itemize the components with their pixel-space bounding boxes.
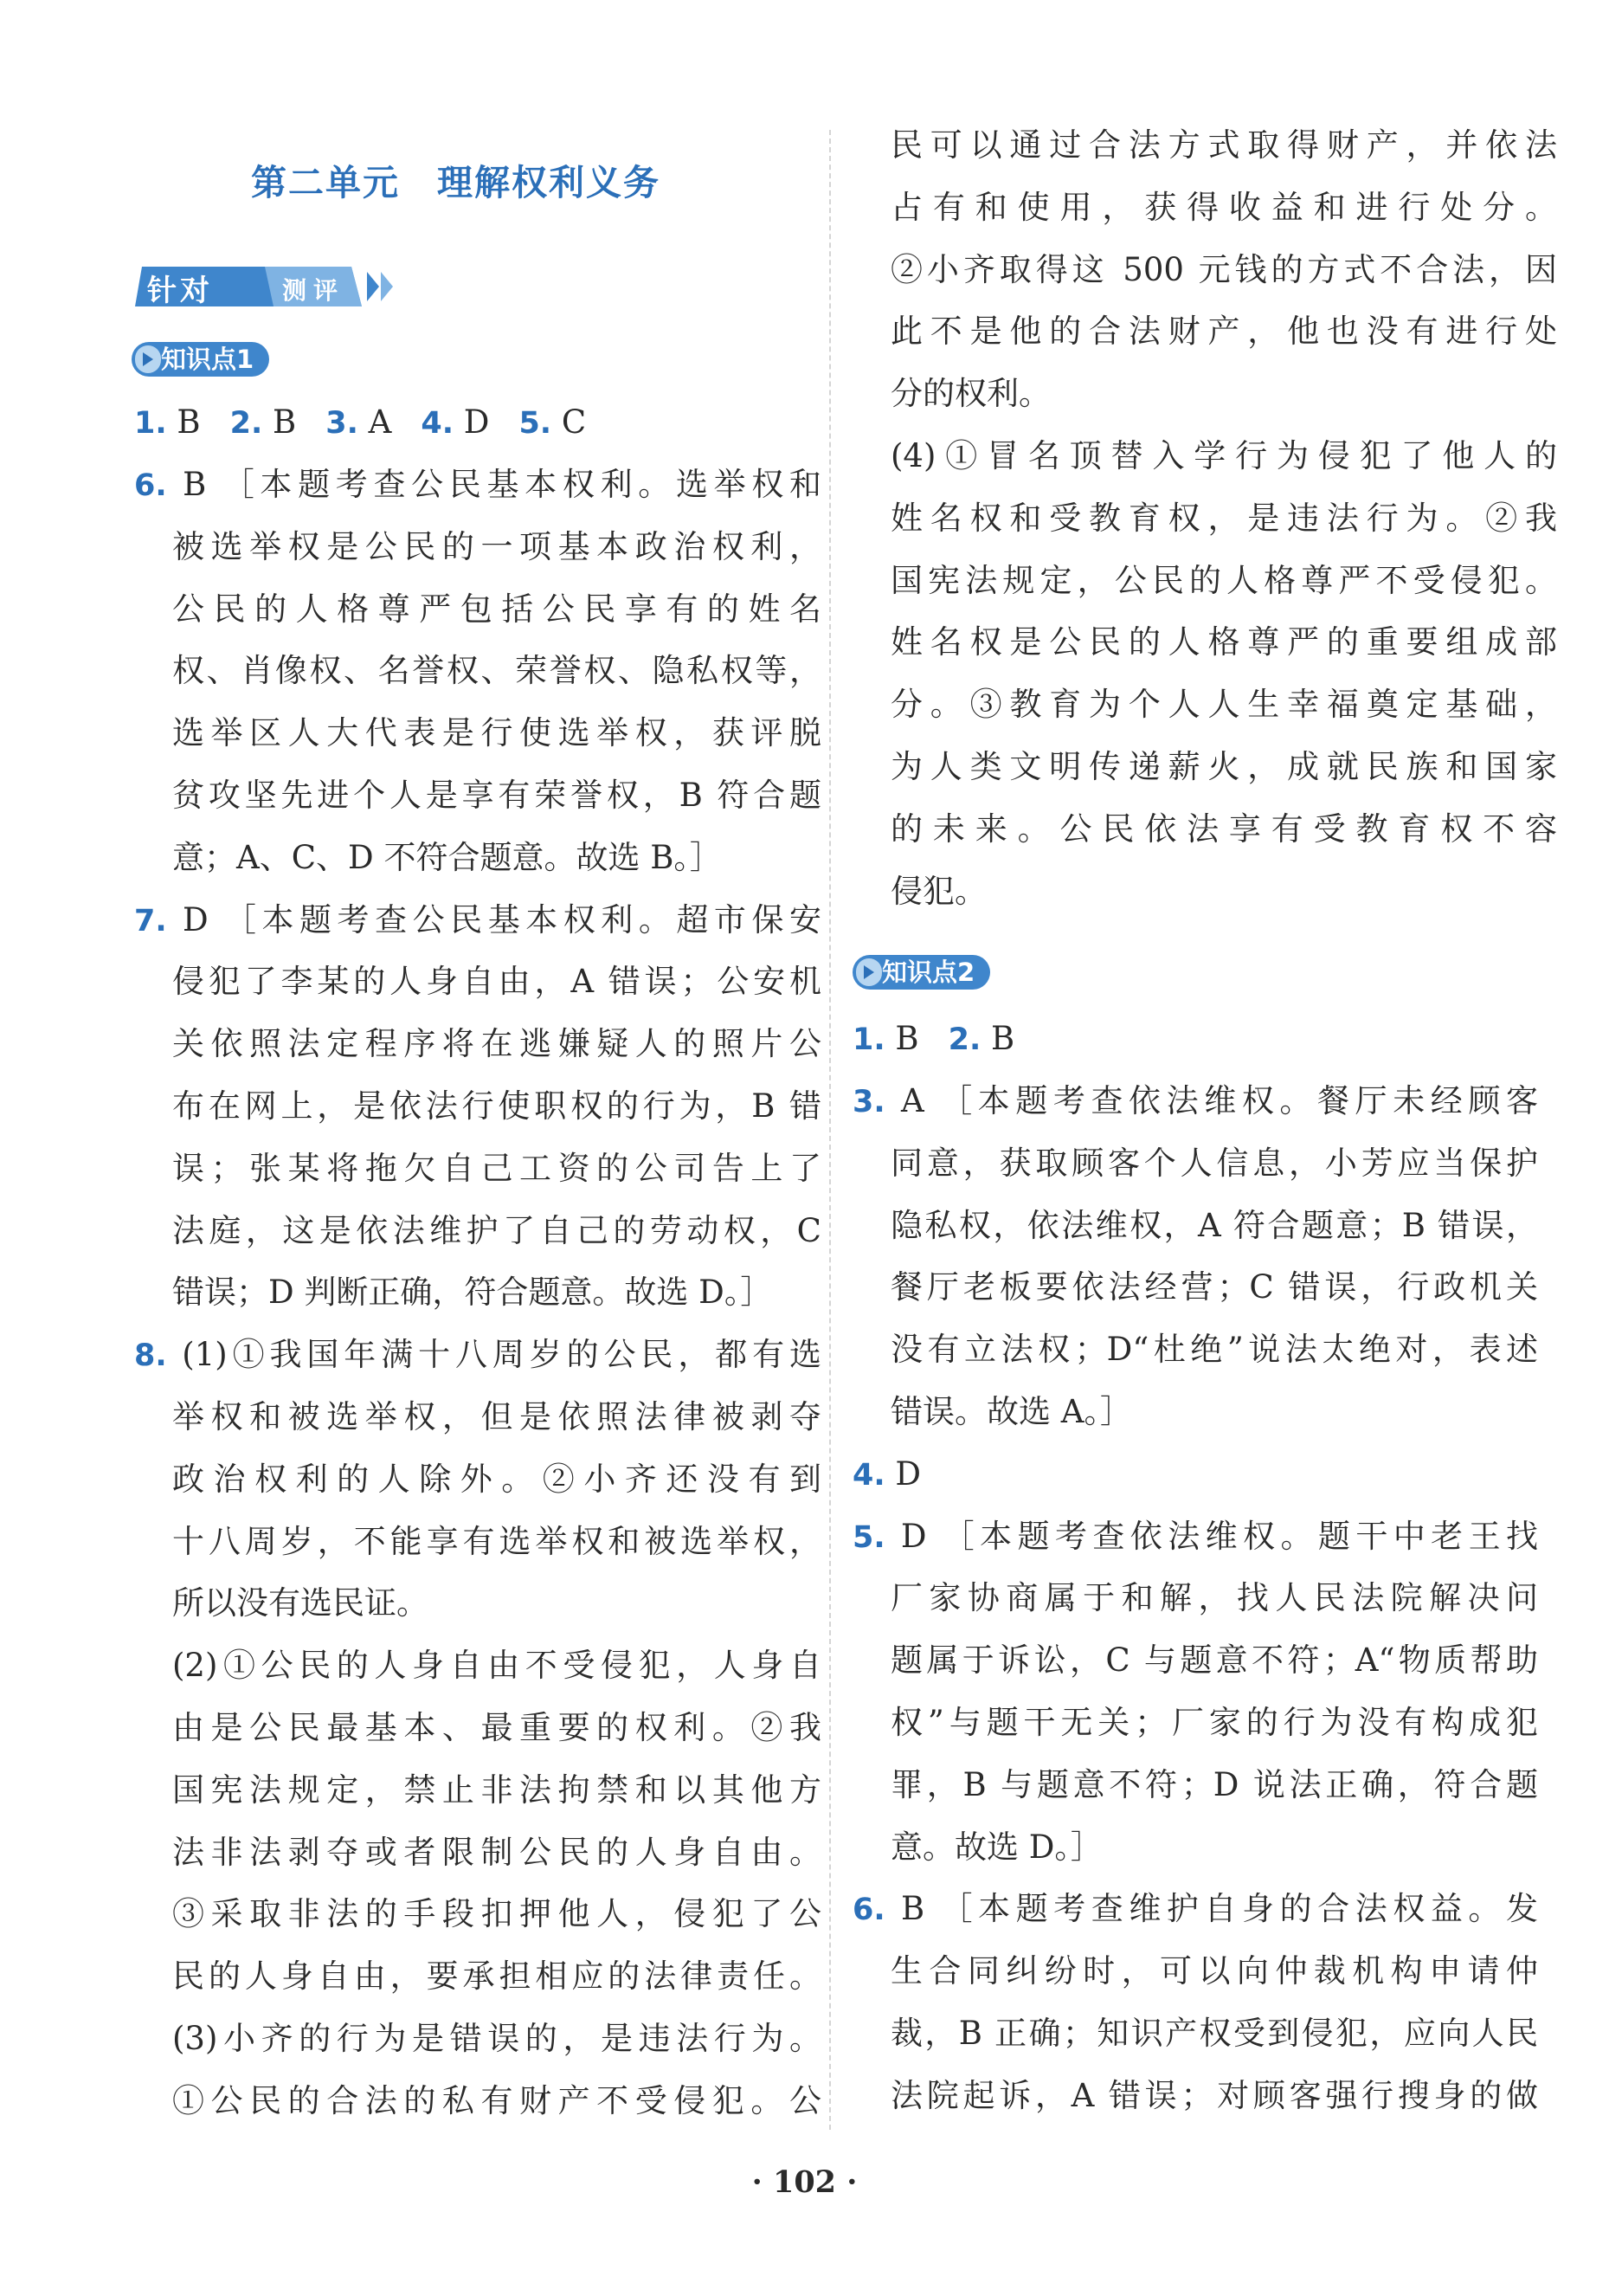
line-text: 法院起诉，A 错误；对顾客强行搜身的做 bbox=[891, 2076, 1538, 2114]
question-number: 8. bbox=[134, 1338, 167, 1374]
text-line bbox=[172, 1275, 821, 1310]
answer-item bbox=[230, 403, 297, 441]
answer-item bbox=[325, 403, 391, 441]
text-line bbox=[172, 1089, 821, 1124]
answer-letter: D bbox=[454, 403, 490, 441]
line-text: 题属于诉讼，C 与题意不符；A“物质帮助 bbox=[891, 1641, 1538, 1680]
line-text: 分的权利。 bbox=[891, 375, 1051, 413]
line-text: 意；A、C、D 不符合题意。故选 B。］ bbox=[172, 838, 722, 876]
text-line bbox=[172, 1770, 821, 1809]
question-number: 3. bbox=[325, 406, 358, 441]
text-line bbox=[172, 1522, 821, 1560]
text-line bbox=[891, 1954, 1538, 1989]
line-text: (2)①公民的人身自由不受侵犯，人身自 bbox=[172, 1647, 821, 1685]
answer-item bbox=[421, 403, 489, 441]
column-divider bbox=[829, 130, 831, 2130]
text-line bbox=[172, 964, 821, 999]
question-number: 6. bbox=[134, 468, 167, 503]
text-line bbox=[891, 1395, 1538, 1429]
text-line bbox=[172, 1151, 821, 1186]
question-number: 3. bbox=[853, 1085, 885, 1119]
line-text: 罪，B 与题意不符；D 说法正确，符合题 bbox=[891, 1765, 1538, 1803]
question-number: 2. bbox=[948, 1022, 981, 1057]
answer-letter: B bbox=[166, 403, 201, 441]
answer-item bbox=[518, 403, 586, 441]
answer-letter: A bbox=[357, 403, 392, 441]
answer-item bbox=[134, 403, 201, 441]
line-text: 误；张某将拖欠自己工资的公司告上了 bbox=[172, 1149, 821, 1187]
section-banner bbox=[135, 263, 395, 310]
line-text: 侵犯。 bbox=[891, 872, 987, 910]
line-text: 同意，获取顾客个人信息，小芳应当保护 bbox=[891, 1144, 1538, 1182]
text-line bbox=[853, 1892, 1538, 1927]
text-line bbox=[172, 1462, 821, 1497]
line-text: 民可以通过合法方式取得财产，并依法 bbox=[891, 126, 1557, 164]
line-text: 错误；D 判断正确，符合题意。故选 D。］ bbox=[172, 1274, 773, 1312]
line-text: 权”与题干无关；厂家的行为没有构成犯 bbox=[891, 1704, 1538, 1741]
line-text: (1)①我国年满十八周岁的公民，都有选 bbox=[166, 1336, 821, 1374]
text-line bbox=[172, 2022, 821, 2056]
question-number: 5. bbox=[518, 406, 552, 441]
text-line bbox=[853, 1084, 1538, 1119]
text-line bbox=[891, 1765, 1538, 1803]
text-line bbox=[891, 1706, 1538, 1740]
answer-letter: B bbox=[981, 1020, 1015, 1057]
question-number: 6. bbox=[853, 1893, 885, 1928]
answer-letter: C bbox=[551, 403, 587, 441]
line-text: 十八周岁，不能享有选举权和被选举权， bbox=[172, 1522, 821, 1560]
text-line bbox=[891, 190, 1557, 225]
line-text: ③采取非法的手段扣押他人，侵犯了公 bbox=[172, 1895, 821, 1933]
text-line bbox=[172, 1211, 821, 1249]
line-text: 裁，B 正确；知识产权受到侵犯，应向人民 bbox=[891, 2015, 1538, 2052]
line-text: 贫攻坚先进个人是享有荣誉权，B 符合题 bbox=[172, 777, 821, 814]
text-line bbox=[891, 1146, 1538, 1181]
line-text: 政治权利的人除外。②小齐还没有到 bbox=[172, 1460, 821, 1498]
question-number: 7. bbox=[134, 903, 167, 938]
text-line bbox=[891, 377, 1557, 411]
banner-label-1: 针对 bbox=[147, 274, 213, 308]
knowledge-point-2-tag: 知识点2 bbox=[853, 955, 990, 990]
line-text: A ［本题考查依法维权。餐厅未经顾客 bbox=[885, 1082, 1538, 1119]
line-text: D ［本题考查依法维权。题干中老王找 bbox=[885, 1517, 1538, 1555]
line-text: (3)小齐的行为是错误的，是违法行为。 bbox=[172, 2020, 821, 2057]
play-icon bbox=[135, 345, 161, 373]
line-text: 错误。故选 A。］ bbox=[891, 1393, 1132, 1430]
question-number: 2. bbox=[229, 406, 263, 441]
line-text: 此不是他的合法财产，他也没有进行处 bbox=[891, 313, 1557, 351]
text-line bbox=[891, 1830, 1538, 1865]
line-text: 布在网上，是依法行使职权的行为，B 错 bbox=[172, 1087, 821, 1125]
text-line bbox=[891, 1206, 1538, 1244]
text-line bbox=[891, 2076, 1538, 2114]
kp2-answer-row bbox=[853, 1022, 1044, 1057]
page-number: · 102 · bbox=[751, 2164, 858, 2200]
answer-item bbox=[949, 1020, 1015, 1057]
text-line bbox=[891, 128, 1557, 163]
play-icon bbox=[856, 958, 882, 986]
question-number: 4. bbox=[421, 406, 454, 441]
text-line bbox=[891, 625, 1557, 660]
line-text: ②小齐取得这 500 元钱的方式不合法，因 bbox=[891, 250, 1557, 288]
line-text: 餐厅老板要依法经营；C 错误，行政机关 bbox=[891, 1268, 1538, 1306]
text-line bbox=[891, 501, 1557, 536]
text-line bbox=[134, 900, 821, 938]
line-text: 由是公民最基本、最重要的权利。②我 bbox=[172, 1709, 821, 1746]
line-text: 厂家协商属于和解，找人民法院解决问 bbox=[891, 1579, 1538, 1617]
line-text: B ［本题考查维护自身的合法权益。发 bbox=[885, 1890, 1538, 1928]
text-line bbox=[891, 250, 1557, 288]
text-line bbox=[172, 2081, 821, 2119]
text-line bbox=[891, 1332, 1538, 1367]
text-line bbox=[891, 687, 1557, 722]
text-line bbox=[891, 439, 1557, 474]
question-number: 1. bbox=[134, 406, 167, 441]
text-line bbox=[172, 1648, 821, 1683]
text-line bbox=[853, 1519, 1538, 1555]
text-line bbox=[891, 1270, 1538, 1305]
line-text: 的未来。公民依法享有受教育权不容 bbox=[891, 809, 1557, 848]
text-line bbox=[891, 874, 1557, 909]
line-text: 举权和被选举权，但是依照法律被剥夺 bbox=[172, 1398, 821, 1435]
line-text: 意。故选 D。］ bbox=[891, 1828, 1103, 1866]
line-text: 法非法剥夺或者限制公民的人身自由。 bbox=[172, 1833, 821, 1871]
banner-label-2: 测评 bbox=[282, 276, 345, 305]
line-text: 姓名权是公民的人格尊严的重要组成部 bbox=[891, 623, 1557, 661]
question-number: 5. bbox=[853, 1519, 885, 1555]
line-text: 公民的人格尊严包括公民享有的姓名 bbox=[172, 590, 821, 628]
line-text: 关依照法定程序将在逃嫌疑人的照片公 bbox=[172, 1025, 821, 1063]
line-text: 国宪法规定，禁止非法拘禁和以其他方 bbox=[172, 1770, 821, 1809]
line-text: (4)①冒名顶替入学行为侵犯了他人的 bbox=[891, 437, 1557, 474]
text-line bbox=[172, 778, 821, 813]
text-line bbox=[172, 1400, 821, 1435]
answer-letter: B bbox=[885, 1020, 919, 1057]
line-text: 为人类文明传递薪火，成就民族和国家 bbox=[891, 748, 1557, 785]
line-text: 被选举权是公民的一项基本政治权利， bbox=[172, 527, 821, 565]
text-line bbox=[891, 2016, 1538, 2051]
line-text: 侵犯了李某的人身自由，A 错误；公安机 bbox=[172, 963, 821, 1001]
line-text: 姓名权和受教育权，是违法行为。②我 bbox=[891, 499, 1557, 537]
line-text: ①公民的合法的私有财产不受侵犯。公 bbox=[172, 2081, 821, 2119]
line-text: 法庭，这是依法维护了自己的劳动权，C bbox=[172, 1211, 821, 1249]
line-text: 生合同纠纷时，可以向仲裁机构申请仲 bbox=[891, 1952, 1538, 1990]
text-line bbox=[172, 1835, 821, 1870]
text-line bbox=[172, 592, 821, 627]
text-line bbox=[891, 1643, 1538, 1678]
text-line bbox=[891, 314, 1557, 349]
line-text: D ［本题考查公民基本权利。超市保安 bbox=[166, 900, 821, 938]
line-text: 权、肖像权、名誉权、荣誉权、隐私权等， bbox=[172, 652, 821, 690]
line-text: 隐私权，依法维权，A 符合题意；B 错误， bbox=[891, 1206, 1538, 1244]
text-line bbox=[172, 1586, 821, 1621]
answer-item bbox=[853, 1020, 919, 1057]
text-line bbox=[172, 838, 821, 876]
kp1-answer-row bbox=[134, 405, 615, 441]
question-number: 1. bbox=[853, 1022, 885, 1057]
text-line bbox=[172, 654, 821, 688]
text-line bbox=[172, 1027, 821, 1061]
text-line bbox=[891, 750, 1557, 784]
text-line bbox=[891, 561, 1557, 599]
text-line bbox=[853, 1454, 1538, 1493]
answer-letter: B bbox=[262, 403, 297, 441]
unit-title: 第二单元 理解权利义务 bbox=[251, 162, 660, 203]
line-text: 没有立法权；D“杜绝”说法太绝对，表述 bbox=[891, 1331, 1538, 1369]
knowledge-point-1-tag: 知识点1 bbox=[132, 342, 269, 377]
line-text: 国宪法规定，公民的人格尊严不受侵犯。 bbox=[891, 561, 1557, 599]
question-number: 4. bbox=[853, 1457, 885, 1493]
text-line bbox=[172, 716, 821, 751]
line-text: 所以没有选民证。 bbox=[172, 1584, 428, 1622]
text-line bbox=[172, 527, 821, 565]
text-line bbox=[134, 1338, 821, 1373]
line-text: 分。③教育为个人人生幸福奠定基础， bbox=[891, 686, 1557, 724]
text-line bbox=[134, 468, 821, 503]
text-line bbox=[172, 1959, 821, 1994]
line-text: D bbox=[885, 1454, 922, 1493]
text-line bbox=[172, 1897, 821, 1932]
line-text: 占有和使用，获得收益和进行处分。 bbox=[891, 188, 1557, 226]
line-text: 选举区人大代表是行使选举权，获评脱 bbox=[172, 714, 821, 752]
text-line bbox=[891, 809, 1557, 848]
line-text: B ［本题考查公民基本权利。选举权和 bbox=[166, 466, 821, 503]
text-line bbox=[891, 1581, 1538, 1616]
text-line bbox=[172, 1711, 821, 1745]
line-text: 民的人身自由，要承担相应的法律责任。 bbox=[172, 1957, 821, 1996]
